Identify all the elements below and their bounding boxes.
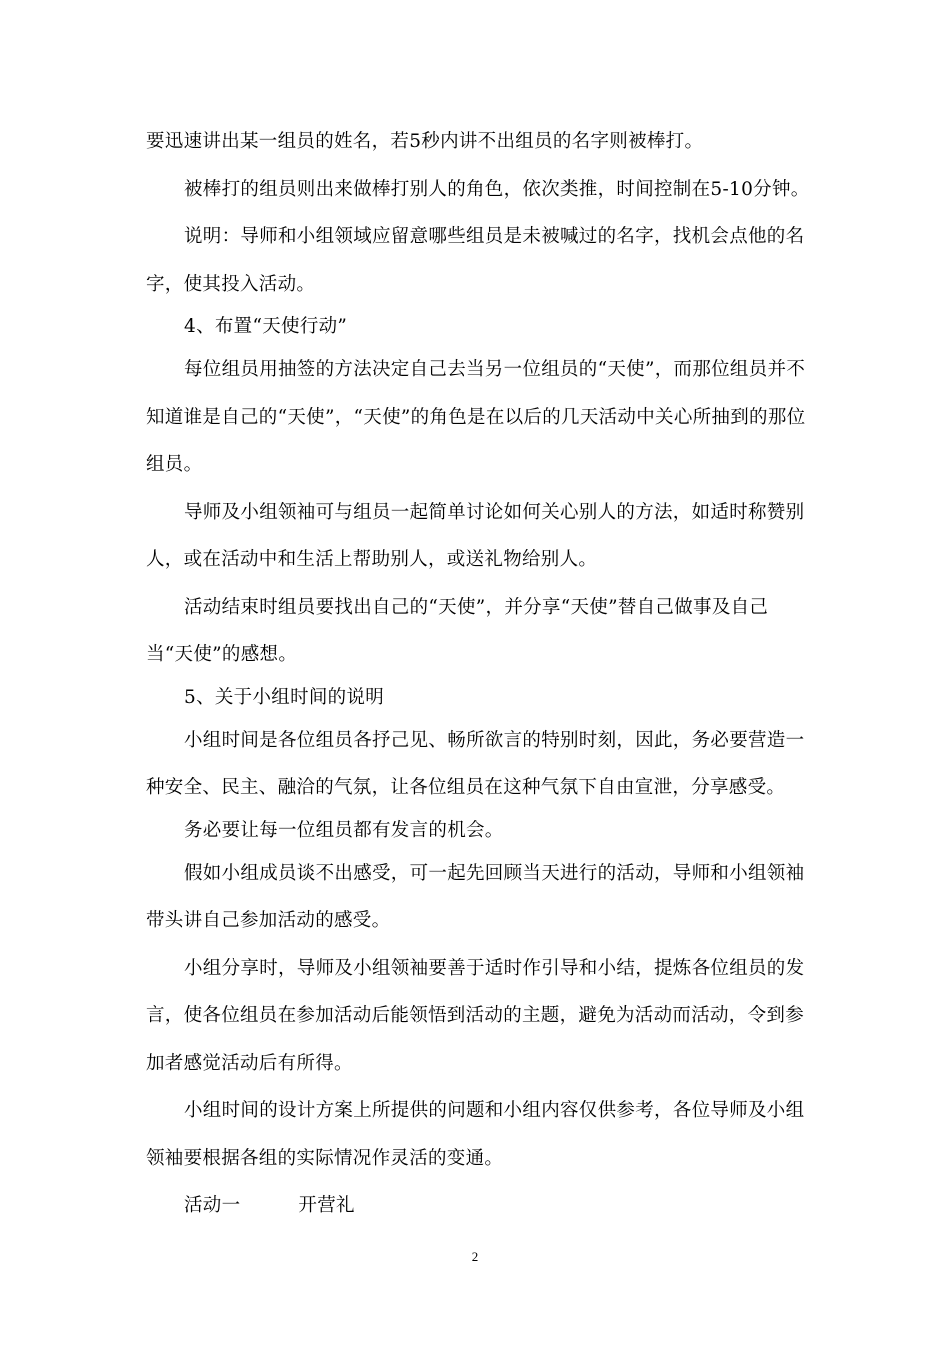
page-number: 2 bbox=[471, 1249, 479, 1264]
paragraph: 假如小组成员谈不出感受，可一起先回顾当天进行的活动，导师和小组领袖带头讲自己参加活动的感受。 bbox=[146, 862, 805, 931]
paragraph: 说明：导师和小组领域应留意哪些组员是未被喊过的名字，找机会点他的名字，使其投入活动。 bbox=[146, 226, 805, 295]
activity-title: 开营礼 bbox=[298, 1195, 355, 1216]
paragraph: 小组分享时，导师及小组领袖要善于适时作引导和小结，提炼各位组员的发言，使各位组员在参加活动后能领悟到活动的主题，避免为活动而活动，令到参加者感觉活动后有所得。 bbox=[146, 957, 805, 1074]
paragraph: 小组时间是各位组员各抒己见、畅所欲言的特别时刻，因此，务必要营造一种安全、民主、融洽的气氛，让各位组员在这种气氛下自由宣泄，分享感受。 bbox=[146, 729, 805, 798]
paragraph: 被棒打的组员则出来做棒打别人的角色，依次类推，时间控制在5-10分钟。 bbox=[184, 178, 810, 200]
paragraph: 每位组员用抽签的方法决定自己去当另一位组员的“天使”，而那位组员并不知道谁是自己的“天使”，“天使”的角色是在以后的几天活动中关心所抽到的那位组员。 bbox=[146, 359, 806, 475]
document-body bbox=[146, 118, 810, 1230]
paragraph: 活动结束时组员要找出自己的“天使”，并分享“天使”替自己做事及自己当“天使”的感想。 bbox=[146, 596, 769, 665]
paragraph: 务必要让每一位组员都有发言的机会。 bbox=[184, 819, 504, 841]
paragraph: 导师及小组领袖可与组员一起简单讨论如何关心别人的方法，如适时称赞别人，或在活动中和生活上帮助别人，或送礼物给别人。 bbox=[146, 501, 805, 570]
activity-heading bbox=[146, 1182, 810, 1230]
paragraph: 小组时间的设计方案上所提供的问题和小组内容仅供参考，各位导师及小组领袖要根据各组的实际情况作灵活的变通。 bbox=[146, 1100, 805, 1169]
activity-label: 活动一 bbox=[184, 1195, 241, 1216]
paragraph: 要迅速讲出某一组员的姓名，若5秒内讲不出组员的名字则被棒打。 bbox=[146, 131, 704, 152]
section-heading: 4、布置“天使行动” bbox=[184, 316, 348, 337]
section-heading: 5、关于小组时间的说明 bbox=[184, 686, 385, 708]
